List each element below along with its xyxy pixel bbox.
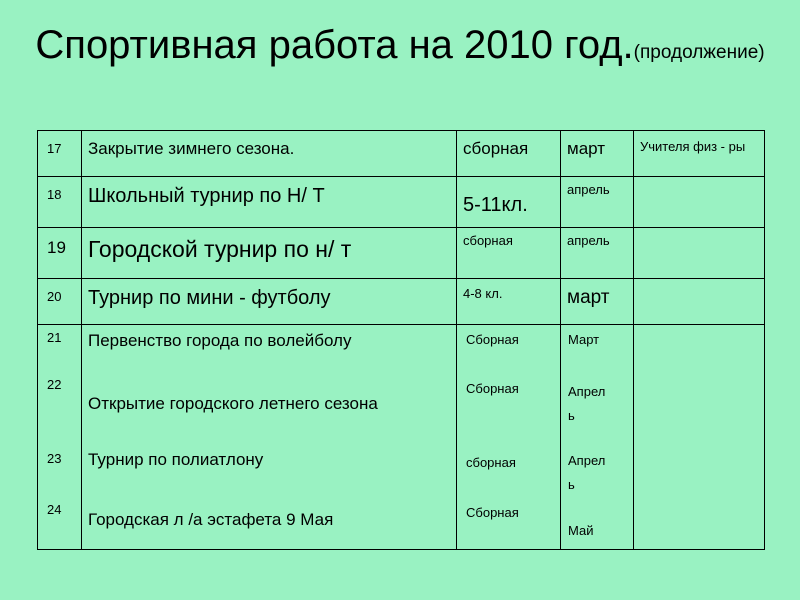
month-text: Март xyxy=(568,332,600,347)
row-number: 20 xyxy=(38,279,82,325)
table-row xyxy=(38,177,765,228)
event-cell: Городской турнир по н/ т xyxy=(82,228,457,279)
page-title xyxy=(0,22,800,76)
participants-text: Сборная xyxy=(466,505,519,520)
event-cell: Школьный турнир по Н/ Т xyxy=(82,177,457,228)
month-text: Апрел ь xyxy=(568,384,606,423)
event-text: Городская л /а эстафета 9 Мая xyxy=(88,510,334,529)
month-text: Апрел ь xyxy=(568,453,606,492)
table-row xyxy=(38,279,765,325)
responsible-cell xyxy=(634,325,765,550)
participants-cell: сборная xyxy=(457,228,561,279)
row-number: 23 xyxy=(47,451,62,466)
participants-text: Сборная xyxy=(466,381,519,396)
row-number: 24 xyxy=(47,502,62,517)
row-number: 22 xyxy=(47,377,62,392)
event-cell: Закрытие зимнего сезона. xyxy=(82,131,457,177)
table-row-group xyxy=(38,325,765,550)
table-row xyxy=(38,131,765,177)
month-cell: апрель xyxy=(561,228,634,279)
responsible-cell xyxy=(634,228,765,279)
participants-cell: сборная xyxy=(457,131,561,177)
month-text: Май xyxy=(568,523,594,538)
month-cell: март xyxy=(561,279,634,325)
responsible-cell xyxy=(634,177,765,228)
month-cell: апрель xyxy=(561,177,634,228)
participants-cell xyxy=(457,325,561,550)
month-cell xyxy=(561,325,634,550)
responsible-cell xyxy=(634,279,765,325)
event-text: Первенство города по волейболу xyxy=(88,331,352,350)
participants-text: сборная xyxy=(466,455,516,470)
number-cell xyxy=(38,325,82,550)
row-number: 19 xyxy=(38,228,82,279)
row-number: 17 xyxy=(38,131,82,177)
participants-text: Сборная xyxy=(466,332,519,347)
event-cell xyxy=(82,325,457,550)
month-cell: март xyxy=(561,131,634,177)
responsible-cell: Учителя физ - ры xyxy=(634,131,765,177)
event-text: Турнир по полиатлону xyxy=(88,450,264,469)
title-main: Спортивная работа на 2010 год. xyxy=(35,23,634,67)
participants-cell: 5-11кл. xyxy=(457,177,561,228)
event-cell: Турнир по мини - футболу xyxy=(82,279,457,325)
event-text: Открытие городского летнего сезона xyxy=(88,394,378,413)
title-sub: (продолжение) xyxy=(633,42,765,63)
events-table xyxy=(37,130,765,550)
table-row xyxy=(38,228,765,279)
row-number: 21 xyxy=(47,330,62,345)
participants-cell: 4-8 кл. xyxy=(457,279,561,325)
row-number: 18 xyxy=(38,177,82,228)
